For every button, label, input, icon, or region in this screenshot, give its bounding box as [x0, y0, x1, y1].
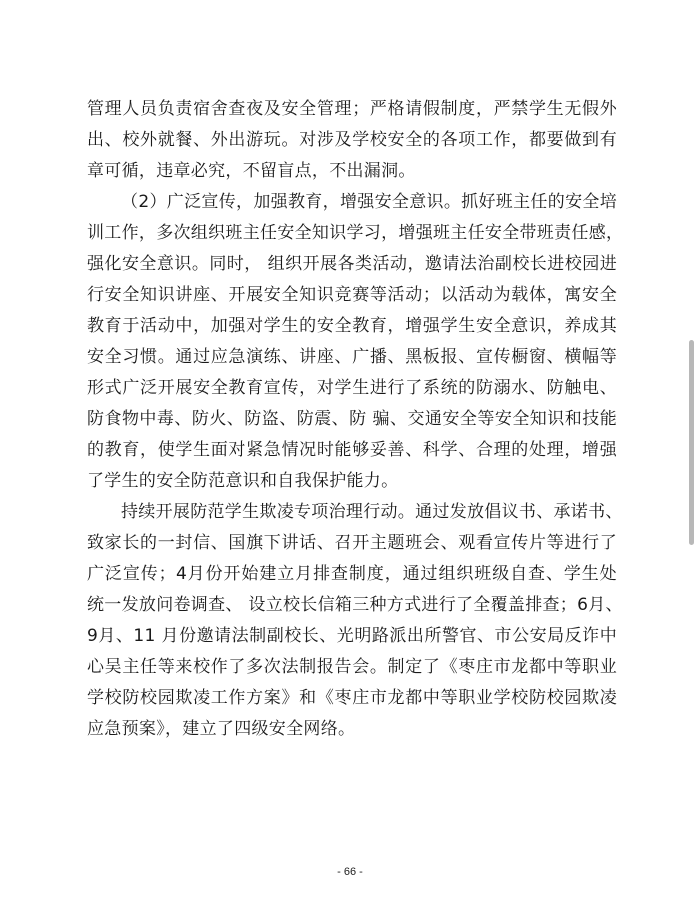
vertical-scrollbar[interactable] [689, 340, 694, 545]
text-line: 形式广泛开展安全教育宣传，对学生进行了系统的防溺水、防触电、 [87, 378, 617, 398]
text-line: 防食物中毒、防火、防盗、防震、防 骗、交通安全等安全知识和技能 [87, 409, 617, 429]
text-line: 的教育，使学生面对紧急情况时能够妥善、科学、合理的处理，增强 [87, 440, 617, 460]
text-line: 出、校外就餐、外出游玩。对涉及学校安全的各项工作，都要做到有 [87, 130, 617, 150]
text-line: 学校防校园欺凌工作方案》和《枣庄市龙都中等职业学校防校园欺凌 [87, 688, 617, 708]
text-line: 9月、11 月份邀请法制副校长、光明路派出所警官、市公安局反诈中 [87, 626, 617, 646]
text-line: 应急预案》，建立了四级安全网络。 [87, 719, 356, 739]
paragraph-anti-bullying [87, 497, 623, 745]
page-number: - 66 - [337, 866, 363, 878]
text-line: 训工作，多次组织班主任安全知识学习，增强班主任安全带班责任感， [87, 223, 624, 243]
text-line: 管理人员负责宿舍查夜及安全管理；严格请假制度，严禁学生无假外 [87, 99, 617, 119]
text-line: 广泛宣传；4月份开始建立月排查制度，通过组织班级自查、学生处 [87, 564, 617, 584]
text-line: 强化安全意识。同时， 组织开展各类活动，邀请法治副校长进校园进 [87, 254, 617, 274]
paragraph-safety-education [87, 187, 624, 497]
text-line: 致家长的一封信、国旗下讲话、召开主题班会、观看宣传片等进行了 [87, 533, 617, 553]
text-line: 了学生的安全防范意识和自我保护能力。 [87, 471, 399, 491]
text-line: 持续开展防范学生欺凌专项治理行动。通过发放倡议书、承诺书、 [121, 502, 623, 522]
text-line: 教育于活动中，加强对学生的安全教育，增强学生安全意识，养成其 [87, 316, 617, 336]
paragraph-dormitory-management [87, 94, 617, 187]
text-line: 行安全知识讲座、开展安全知识竞赛等活动；以活动为载体，寓安全 [87, 285, 617, 305]
text-line: 统一发放问卷调查、 设立校长信箱三种方式进行了全覆盖排查；6月、 [87, 595, 623, 615]
document-body [87, 94, 624, 745]
text-line: 心吴主任等来校作了多次法制报告会。制定了《枣庄市龙都中等职业 [87, 657, 617, 677]
text-line: （2）广泛宣传，加强教育，增强安全意识。抓好班主任的安全培 [121, 192, 617, 212]
text-line: 安全习惯。通过应急演练、讲座、广播、黑板报、宣传橱窗、横幅等 [87, 347, 617, 367]
text-line: 章可循，违章必究，不留盲点，不出漏洞。 [87, 161, 416, 181]
